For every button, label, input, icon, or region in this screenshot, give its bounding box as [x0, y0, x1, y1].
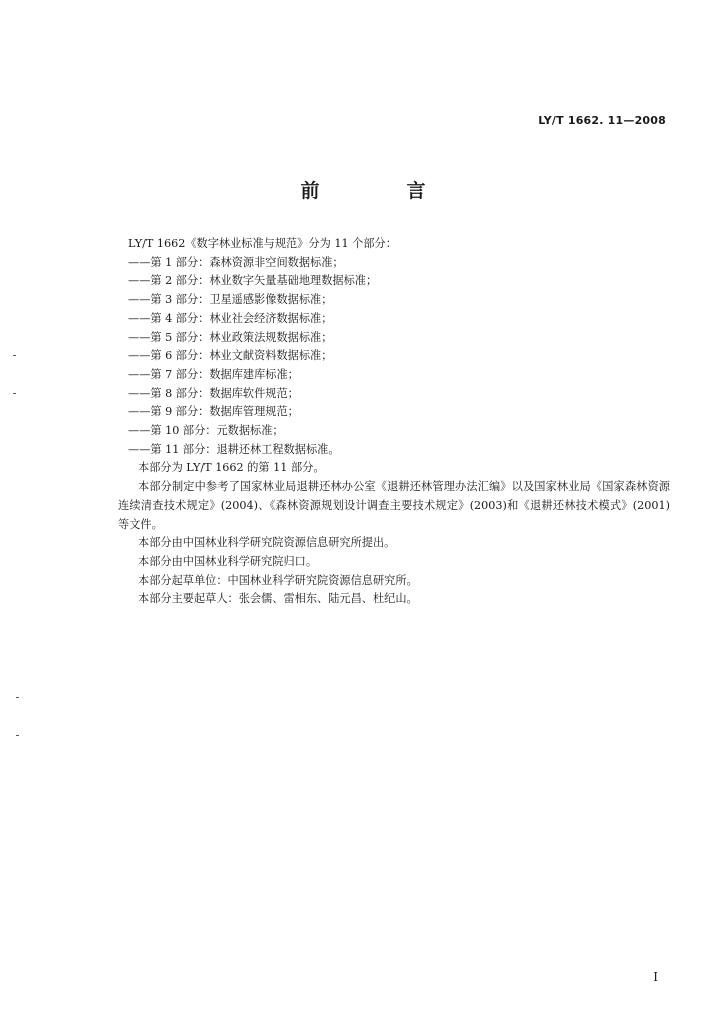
- parts-list: [118, 254, 670, 460]
- standard-code: LY/T 1662. 11—2008: [538, 114, 666, 127]
- part-item: ——第 5 部分：林业政策法规数据标准；: [128, 330, 333, 344]
- part-item: ——第 4 部分：林业社会经济数据标准；: [128, 311, 333, 325]
- part-item: ——第 3 部分：卫星遥感影像数据标准；: [128, 293, 333, 307]
- page-number: I: [653, 970, 658, 984]
- document-body: [118, 235, 670, 609]
- part-item: ——第 1 部分：森林资源非空间数据标准；: [128, 255, 344, 269]
- paragraph-drafting-unit: 本部分起草单位：中国林业科学研究院资源信息研究所。: [138, 573, 418, 587]
- paragraph-proposer: 本部分由中国林业科学研究院资源信息研究所提出。: [138, 536, 396, 550]
- page-title: 前 言: [300, 180, 460, 202]
- part-item: ——第 2 部分：林业数字矢量基础地理数据标准；: [128, 274, 378, 288]
- part-item: ——第 8 部分：数据库软件规范；: [128, 386, 299, 400]
- paragraph-references: 本部分制定中参考了国家林业局退耕还林办公室《退耕还林管理办法汇编》以及国家林业局《国家森林资源连续清查技术规定》(2004)、《森林资源规划设计调查主要技术规定》(2003)和《退耕还林技术模式》(2001)等文件。: [118, 480, 670, 531]
- scan-mark: [13, 393, 16, 394]
- part-item: ——第 10 部分：元数据标准；: [128, 424, 284, 438]
- scan-mark: [16, 735, 19, 736]
- part-item: ——第 6 部分：林业文献资料数据标准；: [128, 349, 333, 363]
- part-item: ——第 9 部分：数据库管理规范；: [128, 405, 299, 419]
- scan-mark: [13, 355, 16, 356]
- part-item: ——第 11 部分：退耕还林工程数据标准。: [128, 442, 340, 456]
- intro-line: LY/T 1662《数字林业标准与规范》分为 11 个部分：: [128, 237, 397, 250]
- part-item: ——第 7 部分：数据库建库标准；: [128, 367, 299, 381]
- paragraph-centralized-by: 本部分由中国林业科学研究院归口。: [138, 554, 318, 568]
- paragraph-part-statement: 本部分为 LY/T 1662 的第 11 部分。: [138, 461, 325, 475]
- paragraph-drafters: 本部分主要起草人：张会儒、雷相东、陆元昌、杜纪山。: [138, 592, 418, 606]
- scan-mark: [16, 697, 19, 698]
